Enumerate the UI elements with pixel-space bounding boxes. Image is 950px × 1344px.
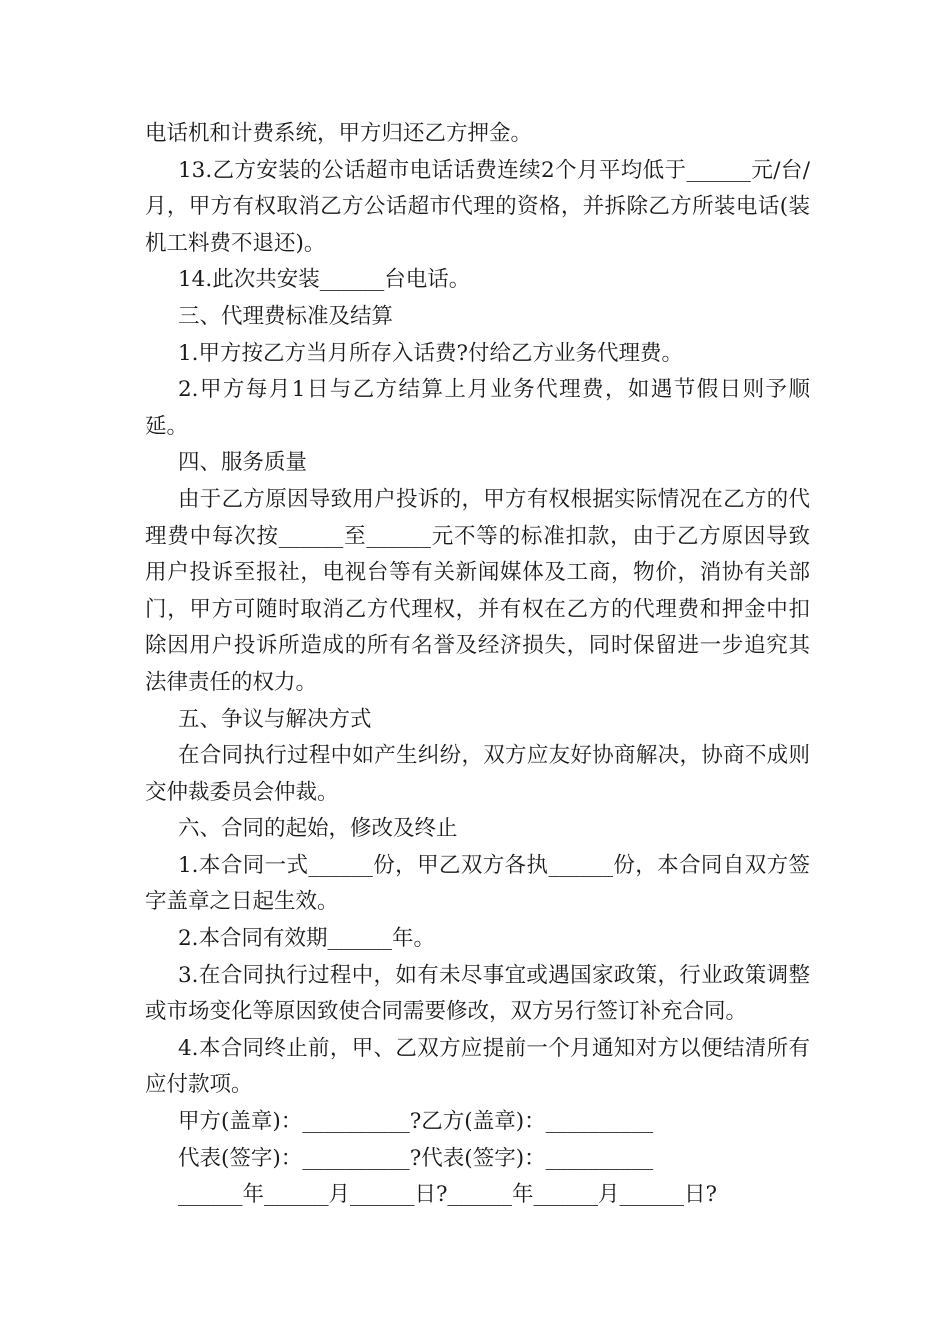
signature-date-line: ______年______月______日?______年______月______日? xyxy=(178,1182,718,1208)
service-quality-clause: 由于乙方原因导致用户投诉的，甲方有权根据实际情况在乙方的代理费中每次按______至______元不等的标准扣款，由于乙方原因导致用户投诉至报社，电视台等有关新闻媒体及工商，物价，消协有关部门，甲方可随时取消乙方代理权，并有权在乙方的代理费和押金中扣除因用户投诉所造成的所有名誉及经济损失，同时保留进一步追究其法律责任的权力。 xyxy=(145,486,810,695)
section-heading-term: 六、合同的起始，修改及终止 xyxy=(178,816,458,842)
agency-fee-clause-1: 1.甲方按乙方当月所存入话费?付给乙方业务代理费。 xyxy=(178,340,684,366)
clause-14-phone-count: 14.此次共安装______台电话。 xyxy=(178,267,471,293)
paragraph-deposit-return: 电话机和计费系统，甲方归还乙方押金。 xyxy=(145,121,533,146)
section-heading-disputes: 五、争议与解决方式 xyxy=(178,706,372,732)
term-clause-4: 4.本合同终止前，甲、乙双方应提前一个月通知对方以便结清所有应付款项。 xyxy=(145,1035,810,1098)
contract-body xyxy=(145,116,810,1214)
signature-representative-line: 代表(签字)：__________?代表(签字)：__________ xyxy=(178,1145,654,1171)
agency-fee-clause-2: 2.甲方每月1日与乙方结算上月业务代理费，如遇节假日则予顺延。 xyxy=(145,377,810,439)
section-heading-service-quality: 四、服务质量 xyxy=(178,450,308,476)
section-heading-agency-fee: 三、代理费标准及结算 xyxy=(178,303,394,329)
term-clause-1: 1.本合同一式______份，甲乙双方各执______份，本合同自双方签字盖章之日起生效。 xyxy=(145,852,810,915)
term-clause-2: 2.本合同有效期______年。 xyxy=(178,926,436,952)
signature-seal-line: 甲方(盖章)：__________?乙方(盖章)：__________ xyxy=(178,1109,654,1135)
clause-13-min-fee: 13.乙方安装的公话超市电话话费连续2个月平均低于______元/台/月，甲方有权取消乙方公话超市代理的资格，并拆除乙方所装电话(装机工料费不退还)。 xyxy=(145,157,810,256)
disputes-clause: 在合同执行过程中如产生纠纷，双方应友好协商解决，协商不成则交仲裁委员会仲裁。 xyxy=(145,743,810,805)
term-clause-3: 3.在合同执行过程中，如有未尽事宜或遇国家政策，行业政策调整或市场变化等原因致使合同需要修改，双方另行签订补充合同。 xyxy=(145,962,810,1025)
